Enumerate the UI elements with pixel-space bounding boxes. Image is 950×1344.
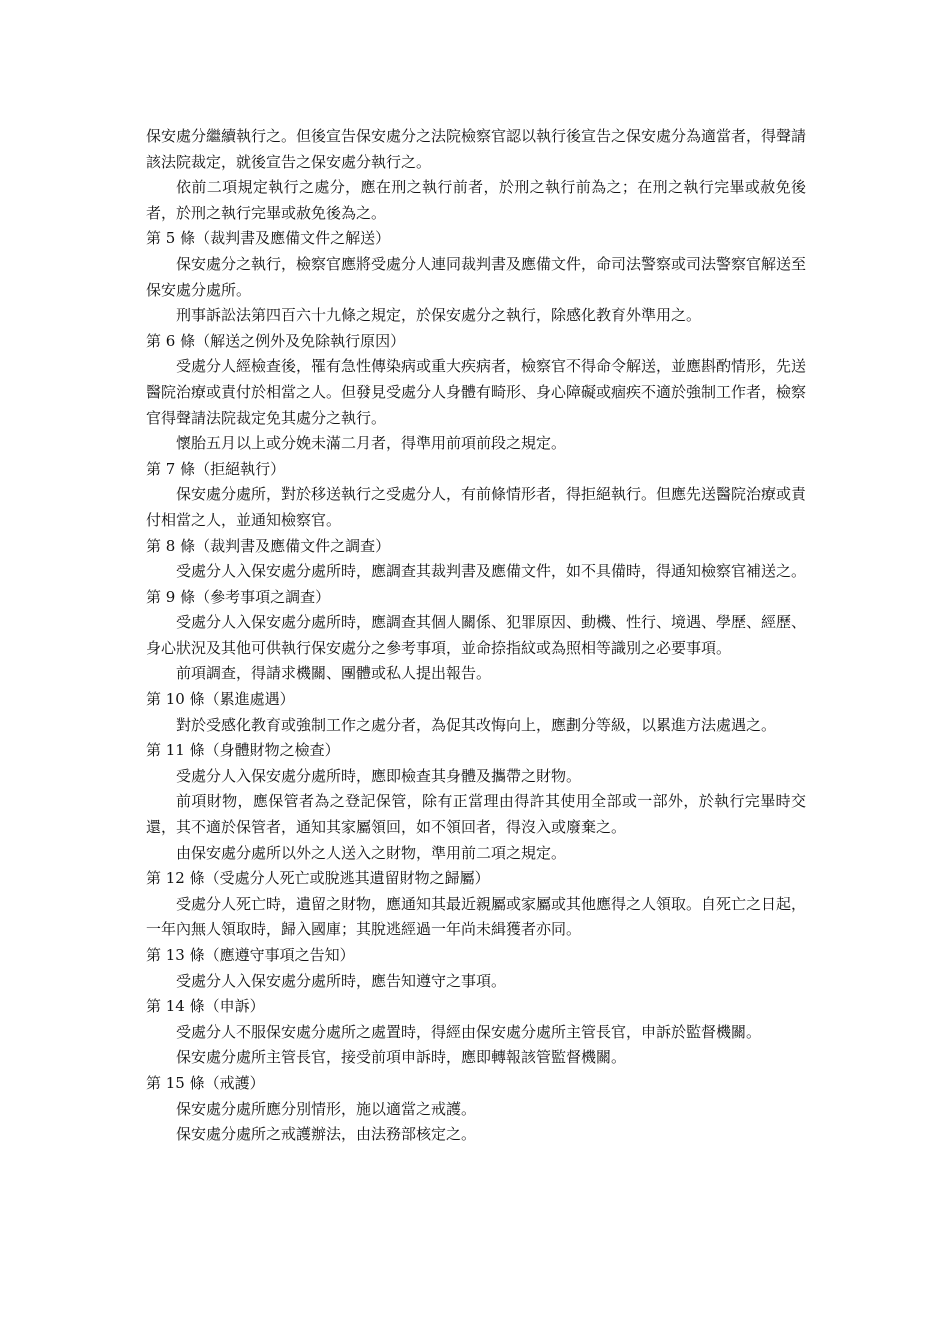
paragraph: 對於受感化教育或強制工作之處分者，為促其改悔向上，應劃分等級，以累進方法處遇之。 <box>176 715 777 734</box>
paragraph: 前項調查，得請求機關、團體或私人提出報告。 <box>176 664 492 683</box>
paragraph: 保安處分處所應分別情形，施以適當之戒護。 <box>176 1099 477 1118</box>
paragraph: 由保安處分處所以外之人送入之財物，準用前二項之規定。 <box>176 843 567 862</box>
article-heading-12: 第 12 條（受處分人死亡或脫逃其遺留財物之歸屬） <box>146 869 490 888</box>
paragraph: 刑事訴訟法第四百六十九條之規定，於保安處分之執行，除感化教育外準用之。 <box>176 306 702 325</box>
paragraph: 保安處分處所主管長官，接受前項申訴時，應即轉報該管監督機關。 <box>176 1048 627 1067</box>
article-heading-13: 第 13 條（應遵守事項之告知） <box>146 946 355 964</box>
paragraph: 前項財物，應保管者為之登記保管，除有正當理由得許其使用全部或一部外，於執行完畢時交還，其不適於保管者，通知其家屬領回，如不領回者，得沒入或廢棄之。 <box>146 792 806 837</box>
article-heading-15: 第 15 條（戒護） <box>146 1073 265 1092</box>
article-heading-6: 第 6 條（解送之例外及免除執行原因） <box>146 331 406 350</box>
article-heading-10: 第 10 條（累進處遇） <box>146 690 295 709</box>
paragraph: 受處分人入保安處分處所時，應調查其個人關係、犯罪原因、動機、性行、境遇、學歷、經歷、身心狀況及其他可供執行保安處分之參考事項，並命捺指紋或為照相等識別之必要事項。 <box>146 613 807 657</box>
paragraph: 懷胎五月以上或分娩未滿二月者，得準用前項前段之規定。 <box>176 434 567 453</box>
document-page <box>146 124 806 1148</box>
article-heading-5: 第 5 條（裁判書及應備文件之解送） <box>146 229 391 248</box>
article-heading-14: 第 14 條（申訴） <box>146 997 265 1016</box>
article-heading-11: 第 11 條（身體財物之檢查） <box>146 741 340 760</box>
paragraph: 保安處分處所，對於移送執行之受處分人，有前條情形者，得拒絕執行。但應先送醫院治療或責付相當之人，並通知檢察官。 <box>146 485 807 529</box>
paragraph: 受處分人不服保安處分處所之處置時，得經由保安處分處所主管長官，申訴於監督機關。 <box>176 1022 762 1041</box>
paragraph: 受處分人死亡時，遺留之財物，應通知其最近親屬或家屬或其他應得之人領取。自死亡之日起，一年內無人領取時，歸入國庫；其脫逃經過一年尚未緝獲者亦同。 <box>146 894 807 939</box>
article-heading-8: 第 8 條（裁判書及應備文件之調查） <box>146 536 391 555</box>
paragraph: 保安處分處所之戒護辦法，由法務部核定之。 <box>176 1125 477 1144</box>
paragraph: 受處分人入保安處分處所時，應調查其裁判書及應備文件，如不具備時，得通知檢察官補送之。 <box>176 562 807 581</box>
paragraph: 受處分人入保安處分處所時，應即檢查其身體及攜帶之財物。 <box>176 766 582 785</box>
article-heading-7: 第 7 條（拒絕執行） <box>146 459 286 478</box>
paragraph: 受處分人入保安處分處所時，應告知遵守之事項。 <box>176 971 507 990</box>
paragraph: 受處分人經檢查後，罹有急性傳染病或重大疾病者，檢察官不得命令解送，並應斟酌情形，先送醫院治療或責付於相當之人。但發見受處分人身體有畸形、身心障礙或痼疾不適於強制工作者，檢察官得聲請法院裁定免其處分之執行。 <box>146 357 807 427</box>
paragraph-continued: 保安處分繼續執行之。但後宣告保安處分之法院檢察官認以執行後宣告之保安處分為適當者，得聲請該法院裁定，就後宣告之保安處分執行之。 <box>146 127 807 171</box>
paragraph: 依前二項規定執行之處分，應在刑之執行前者，於刑之執行前為之；在刑之執行完畢或赦免後者，於刑之執行完畢或赦免後為之。 <box>146 178 806 222</box>
paragraph: 保安處分之執行，檢察官應將受處分人連同裁判書及應備文件，命司法警察或司法警察官解送至保安處分處所。 <box>146 254 807 299</box>
article-heading-9: 第 9 條（參考事項之調查） <box>146 587 331 606</box>
